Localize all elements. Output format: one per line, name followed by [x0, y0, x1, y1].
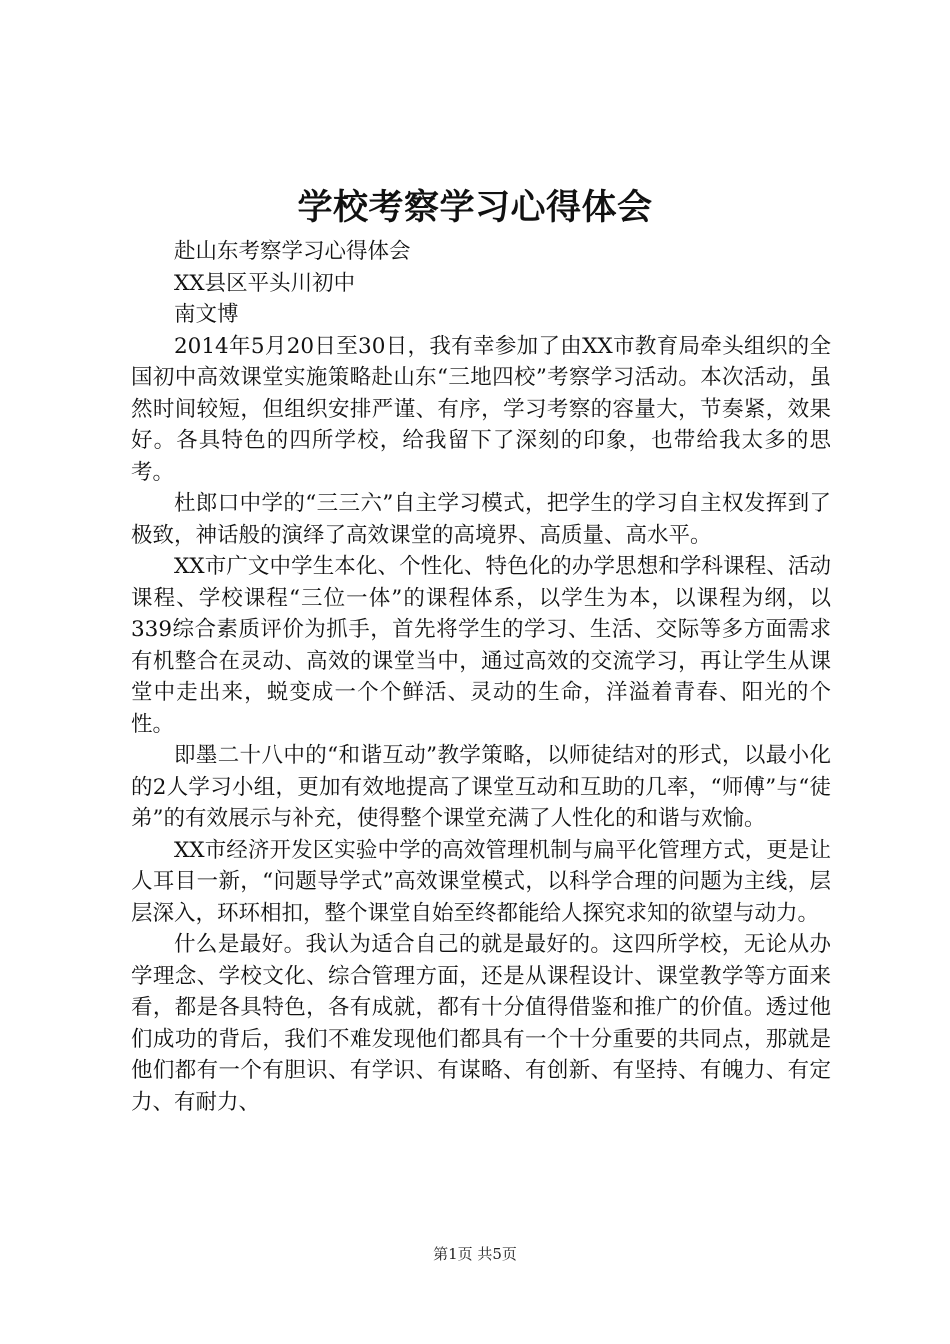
- body-paragraph: XX市经济开发区实验中学的高效管理机制与扁平化管理方式，更是让人耳目一新，“问题导学式”高效课堂模式，以科学合理的问题为主线，层层深入，环环相扣，整个课堂自始至终都能给人探究求知的欲望与动力。: [131, 837, 831, 926]
- document-title: 学校考察学习心得体会: [297, 187, 653, 228]
- document-body: [131, 236, 831, 1118]
- body-paragraph: 2014年5月20日至30日，我有幸参加了由XX市教育局牵头组织的全国初中高效课堂实施策略赴山东“三地四校”考察学习活动。本次活动，虽然时间较短，但组织安排严谨、有序，学习考察的容量大，节奏紧，效果好。各具特色的四所学校，给我留下了深刻的印象，也带给我太多的思考。: [131, 333, 831, 485]
- author-paragraph: 南文博: [174, 302, 239, 327]
- body-paragraph: 杜郎口中学的“三三六”自主学习模式，把学生的学习自主权发挥到了极致，神话般的演绎了高效课堂的高境界、高质量、高水平。: [131, 491, 831, 548]
- school-paragraph: XX县区平头川初中: [174, 270, 356, 296]
- subtitle-paragraph: 赴山东考察学习心得体会: [174, 239, 411, 264]
- body-paragraph: 什么是最好。我认为适合自己的就是最好的。这四所学校，无论从办学理念、学校文化、综合管理方面，还是从课程设计、课堂教学等方面来看，都是各具特色，各有成就，都有十分值得借鉴和推广的价值。透过他们成功的背后，我们不难发现他们都具有一个十分重要的共同点，那就是他们都有一个有胆识、有学识、有谋略、有创新、有坚持、有魄力、有定力、有耐力、: [131, 932, 831, 1115]
- body-paragraph: XX市广文中学生本化、个性化、特色化的办学思想和学科课程、活动课程、学校课程“三位一体”的课程体系，以学生为本，以课程为纲，以339综合素质评价为抓手，首先将学生的学习、生活、交际等多方面需求有机整合在灵动、高效的课堂当中，通过高效的交流学习，再让学生从课堂中走出来，蜕变成一个个鲜活、灵动的生命，洋溢着青春、阳光的个性。: [131, 554, 831, 737]
- body-paragraph: 即墨二十八中的“和谐互动”教学策略，以师徒结对的形式，以最小化的2人学习小组，更加有效地提高了课堂互动和互助的几率，“师傅”与“徒弟”的有效展示与补充，使得整个课堂充满了人性化的和谐与欢愉。: [131, 743, 831, 831]
- page-footer: 第1页 共5页: [433, 1245, 517, 1263]
